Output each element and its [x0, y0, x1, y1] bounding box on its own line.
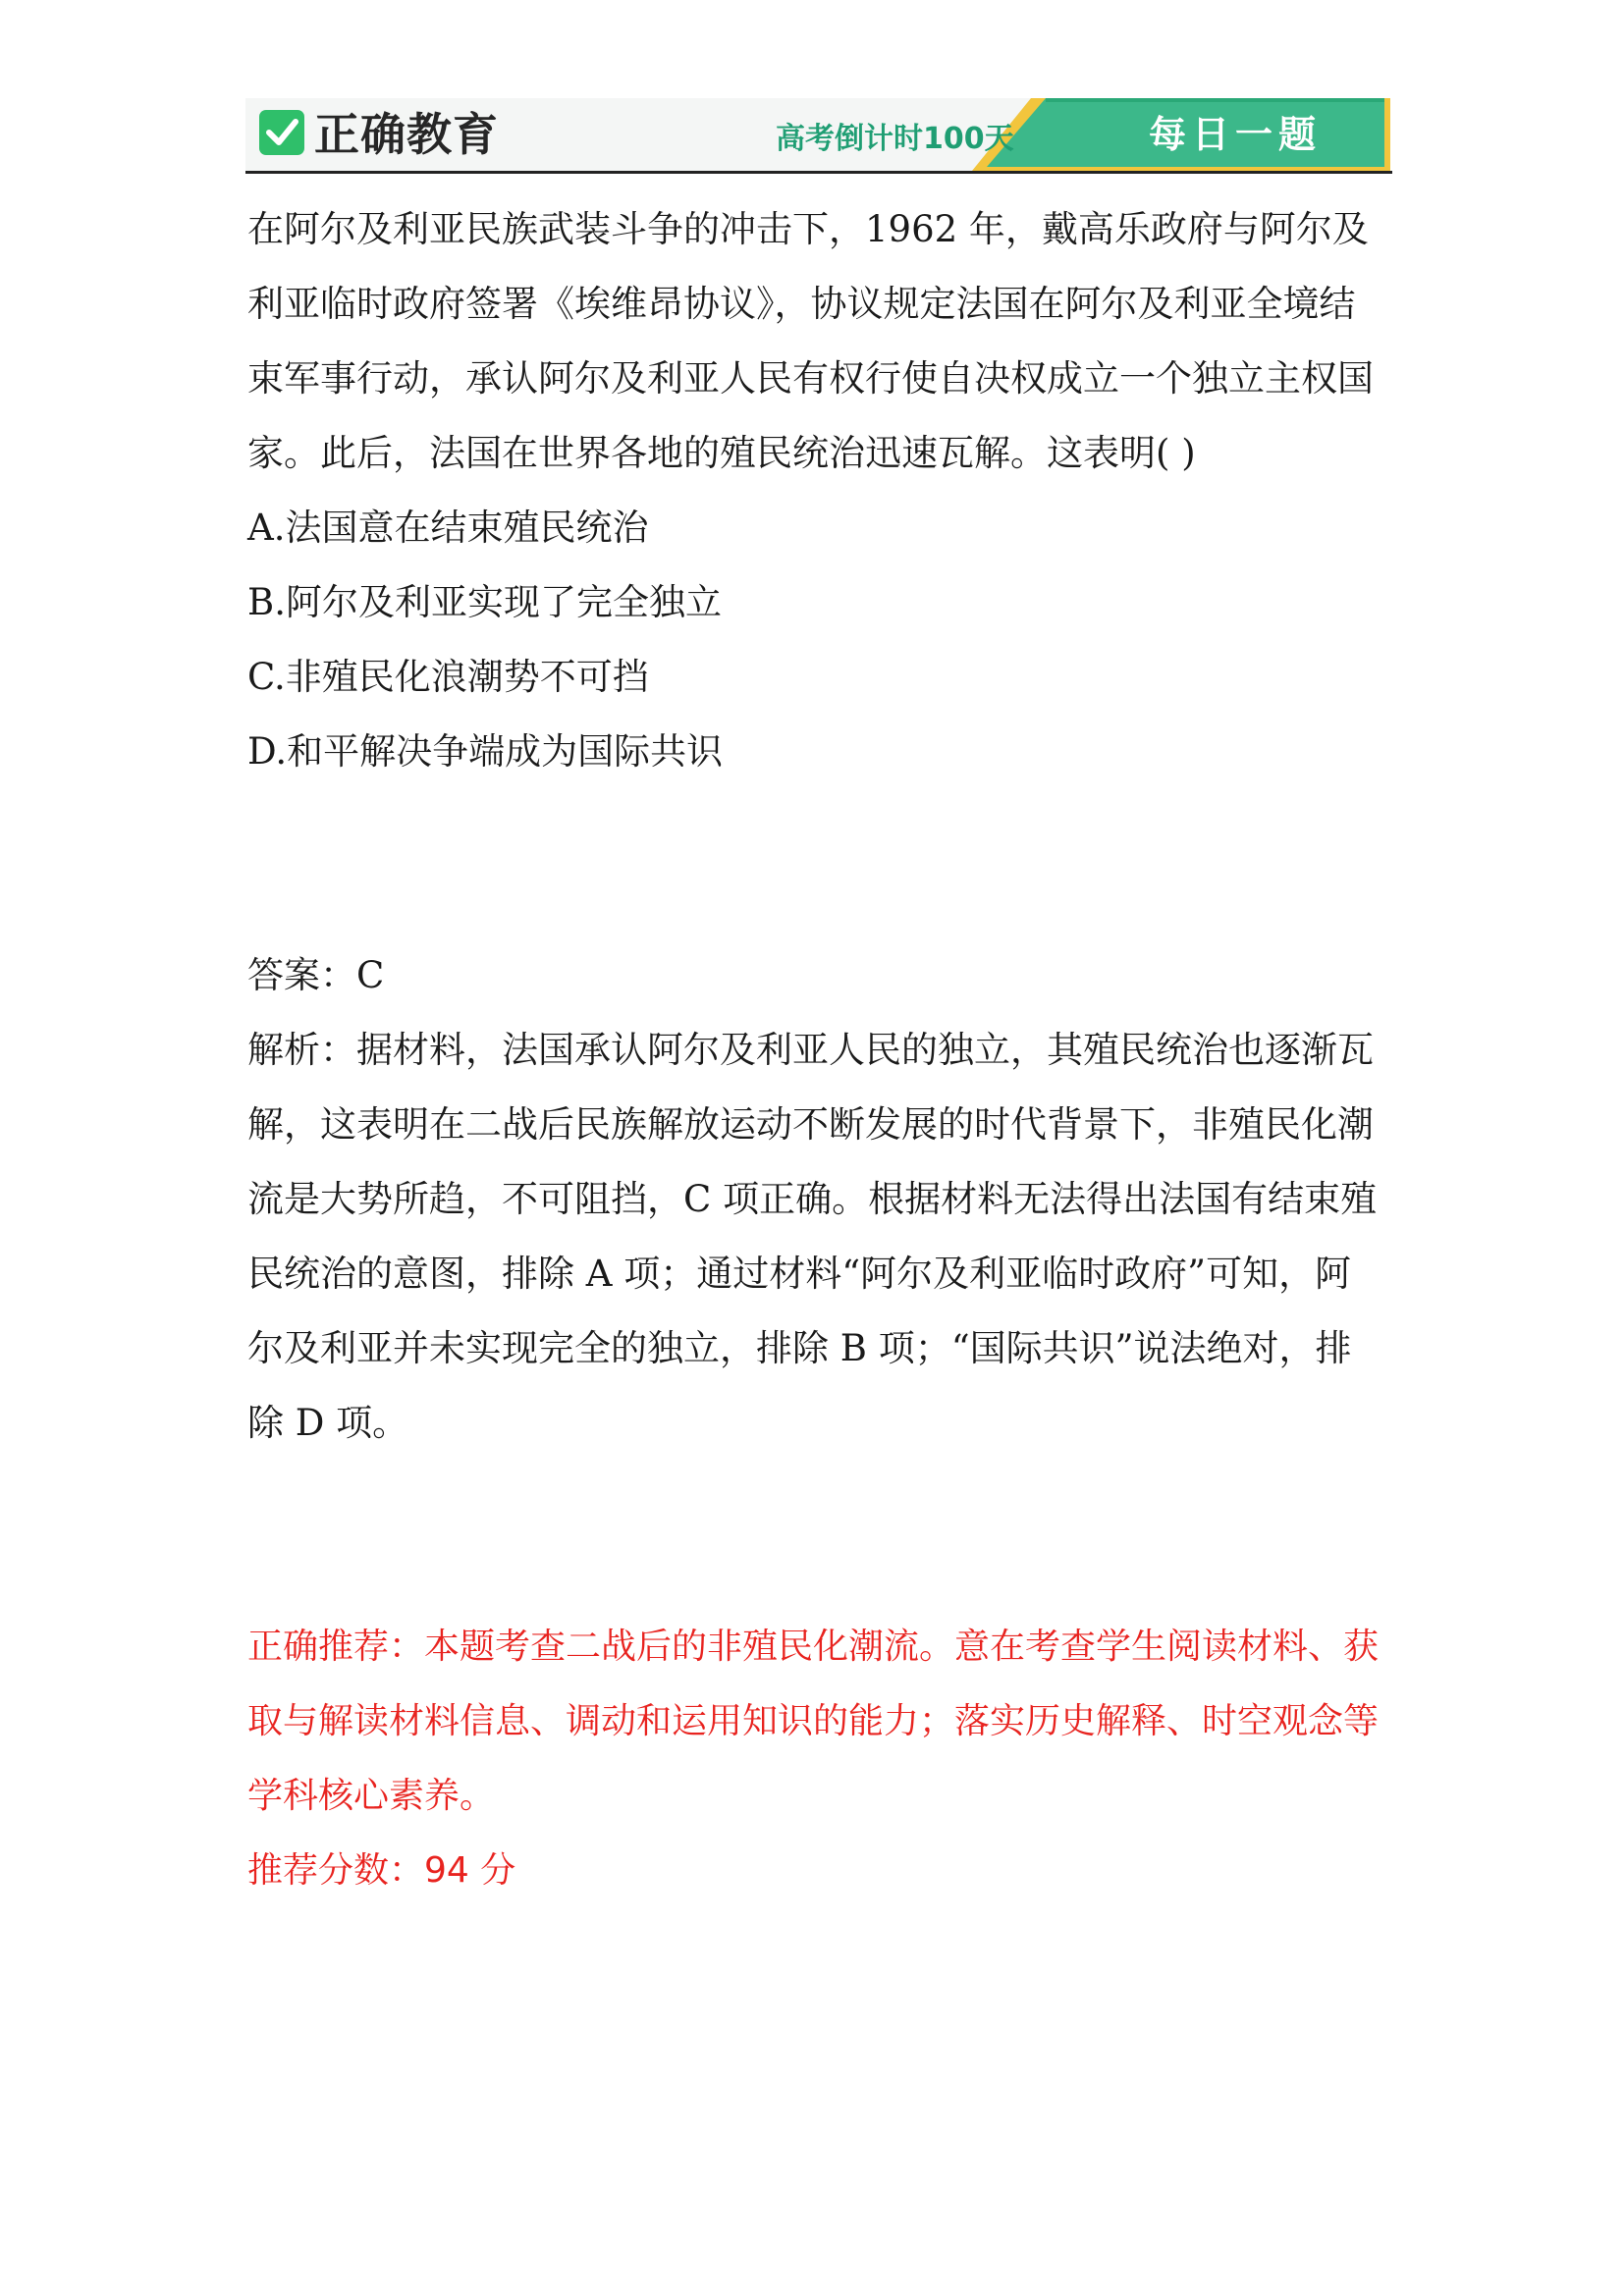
answer-analysis: 解析：据材料，法国承认阿尔及利亚人民的独立，其殖民统治也逐渐瓦解，这表明在二战后民族解放运动不断发展的时代背景下，非殖民化潮流是大势所趋，不可阻挡，C 项正确。根据材料无法得出法国有结束殖民统治的意图，排除 A 项；通过材料“阿尔及利亚临时政府”可知，阿尔及利亚并未实现完全的独立，排除 B 项；“国际共识”说法绝对，排除 D 项。: [247, 1029, 1378, 1444]
option-a: A.法国意在结束殖民统治: [247, 507, 649, 549]
recommendation-text: 正确推荐：本题考查二战后的非殖民化潮流。意在考查学生阅读材料、获取与解读材料信息、调动和运用知识的能力；落实历史解释、时空观念等学科核心素养。: [247, 1627, 1380, 1816]
spacer: [247, 1461, 1386, 1610]
question-content: [247, 192, 1386, 1908]
brand-name: 正确教育: [314, 108, 499, 161]
spacer: [247, 789, 1386, 938]
recommendation-score: 推荐分数：94 分: [247, 1850, 516, 1891]
option-c: C.非殖民化浪潮势不可挡: [247, 656, 649, 698]
header-divider: [245, 171, 1392, 174]
header-banner: [245, 98, 1390, 171]
question-stem: 在阿尔及利亚民族武装斗争的冲击下，1962 年，戴高乐政府与阿尔及利亚临时政府签署《埃维昂协议》，协议规定法国在阿尔及利亚全境结束军事行动，承认阿尔及利亚人民有权行使自决权成立一个独立主权国家。此后，法国在世界各地的殖民统治迅速瓦解。这表明( ): [247, 208, 1374, 474]
answer-line: 答案：C: [247, 954, 385, 996]
option-b: B.阿尔及利亚实现了完全独立: [247, 581, 722, 623]
countdown-label: 高考倒计时100天: [776, 122, 1014, 156]
checkmark-icon: [259, 110, 304, 155]
daily-question-title: 每日一题: [1149, 113, 1323, 156]
option-d: D.和平解决争端成为国际共识: [247, 730, 724, 773]
